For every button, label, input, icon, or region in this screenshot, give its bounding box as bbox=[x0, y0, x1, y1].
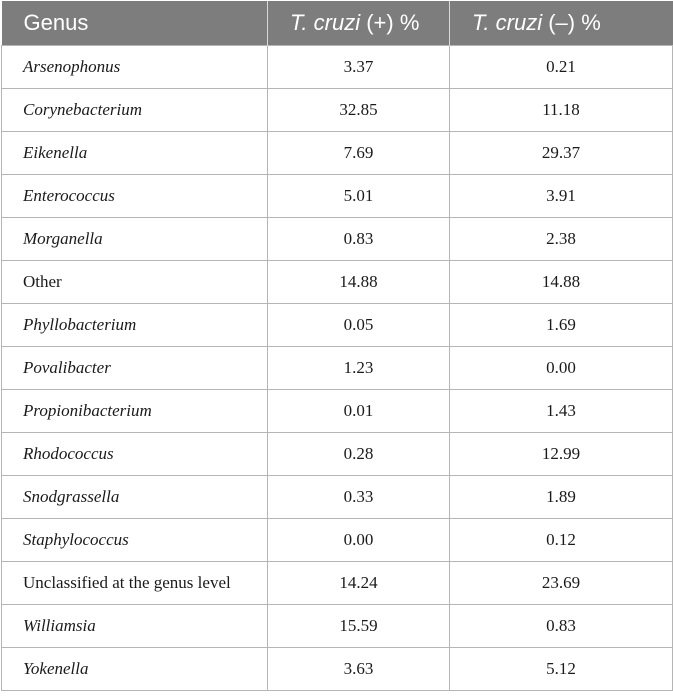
tcruzi-negative-percent-cell: 1.89 bbox=[450, 476, 673, 519]
tcruzi-negative-percent-cell: 29.37 bbox=[450, 132, 673, 175]
genus-cell: Arsenophonus bbox=[2, 46, 268, 89]
genus-cell: Corynebacterium bbox=[2, 89, 268, 132]
genus-cell: Staphylococcus bbox=[2, 519, 268, 562]
genus-abundance-table bbox=[1, 1, 673, 691]
tcruzi-negative-percent-cell: 1.43 bbox=[450, 390, 673, 433]
header-positive-suffix: (+) % bbox=[360, 10, 420, 35]
tcruzi-positive-percent-cell: 7.69 bbox=[268, 132, 450, 175]
table-row bbox=[2, 132, 673, 175]
tcruzi-negative-percent-cell: 0.00 bbox=[450, 347, 673, 390]
tcruzi-positive-percent-cell: 14.88 bbox=[268, 261, 450, 304]
header-row bbox=[2, 1, 673, 46]
header-genus: Genus bbox=[2, 1, 268, 46]
tcruzi-negative-percent-cell: 0.12 bbox=[450, 519, 673, 562]
tcruzi-positive-percent-cell: 14.24 bbox=[268, 562, 450, 605]
genus-cell: Propionibacterium bbox=[2, 390, 268, 433]
tcruzi-negative-percent-cell: 0.21 bbox=[450, 46, 673, 89]
tcruzi-negative-percent-cell: 0.83 bbox=[450, 605, 673, 648]
table-row bbox=[2, 433, 673, 476]
tcruzi-negative-percent-cell: 12.99 bbox=[450, 433, 673, 476]
genus-cell: Snodgrassella bbox=[2, 476, 268, 519]
genus-cell: Povalibacter bbox=[2, 347, 268, 390]
genus-cell: Phyllobacterium bbox=[2, 304, 268, 347]
header-positive-species: T. cruzi bbox=[290, 10, 361, 35]
genus-cell: Other bbox=[2, 261, 268, 304]
table-row bbox=[2, 605, 673, 648]
header-negative-suffix: (–) % bbox=[542, 10, 601, 35]
tcruzi-positive-percent-cell: 0.83 bbox=[268, 218, 450, 261]
tcruzi-positive-percent-cell: 15.59 bbox=[268, 605, 450, 648]
table-row bbox=[2, 347, 673, 390]
table-row bbox=[2, 562, 673, 605]
tcruzi-positive-percent-cell: 3.37 bbox=[268, 46, 450, 89]
table-row bbox=[2, 476, 673, 519]
tcruzi-positive-percent-cell: 0.05 bbox=[268, 304, 450, 347]
tcruzi-negative-percent-cell: 14.88 bbox=[450, 261, 673, 304]
tcruzi-negative-percent-cell: 11.18 bbox=[450, 89, 673, 132]
tcruzi-positive-percent-cell: 32.85 bbox=[268, 89, 450, 132]
genus-cell: Yokenella bbox=[2, 648, 268, 691]
genus-cell: Rhodococcus bbox=[2, 433, 268, 476]
table-row bbox=[2, 46, 673, 89]
genus-cell: Williamsia bbox=[2, 605, 268, 648]
table-row bbox=[2, 304, 673, 347]
genus-cell: Morganella bbox=[2, 218, 268, 261]
header-negative-species: T. cruzi bbox=[472, 10, 543, 35]
tcruzi-positive-percent-cell: 0.00 bbox=[268, 519, 450, 562]
tcruzi-positive-percent-cell: 3.63 bbox=[268, 648, 450, 691]
table-row bbox=[2, 519, 673, 562]
table-row bbox=[2, 175, 673, 218]
tcruzi-positive-percent-cell: 0.01 bbox=[268, 390, 450, 433]
table-row bbox=[2, 89, 673, 132]
table-row bbox=[2, 218, 673, 261]
tcruzi-positive-percent-cell: 1.23 bbox=[268, 347, 450, 390]
header-tcruzi-positive bbox=[268, 1, 450, 46]
tcruzi-positive-percent-cell: 5.01 bbox=[268, 175, 450, 218]
genus-cell: Eikenella bbox=[2, 132, 268, 175]
table-row bbox=[2, 648, 673, 691]
tcruzi-positive-percent-cell: 0.33 bbox=[268, 476, 450, 519]
tcruzi-negative-percent-cell: 1.69 bbox=[450, 304, 673, 347]
table-row bbox=[2, 390, 673, 433]
header-tcruzi-negative bbox=[450, 1, 673, 46]
genus-cell: Unclassified at the genus level bbox=[2, 562, 268, 605]
tcruzi-positive-percent-cell: 0.28 bbox=[268, 433, 450, 476]
tcruzi-negative-percent-cell: 2.38 bbox=[450, 218, 673, 261]
table-row bbox=[2, 261, 673, 304]
tcruzi-negative-percent-cell: 23.69 bbox=[450, 562, 673, 605]
genus-cell: Enterococcus bbox=[2, 175, 268, 218]
tcruzi-negative-percent-cell: 3.91 bbox=[450, 175, 673, 218]
tcruzi-negative-percent-cell: 5.12 bbox=[450, 648, 673, 691]
